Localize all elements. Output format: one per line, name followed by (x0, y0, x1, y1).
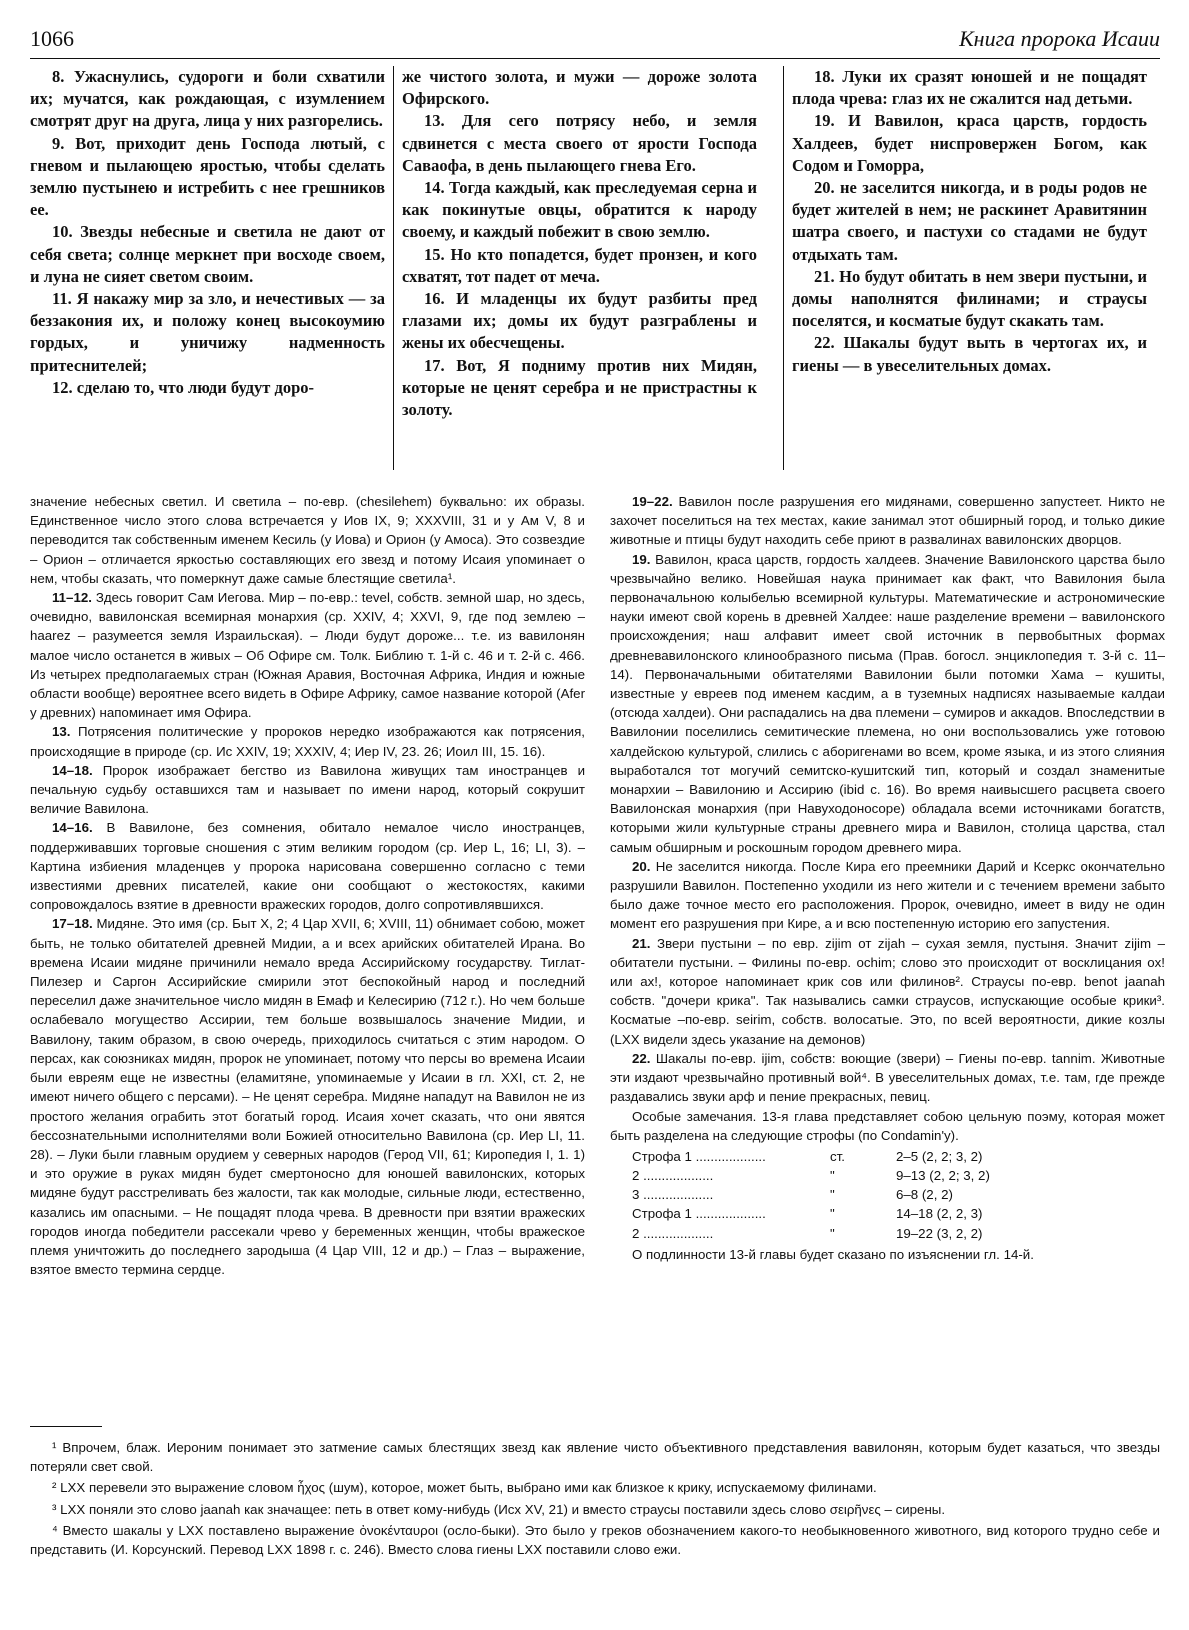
verse-11: 11. Я накажу мир за зло, и нечестивых — за беззакония их, и положу конец высокоумию гордых, и уничижу надменность притеснителей; (30, 289, 385, 375)
verse-14: 14. Тогда каждый, как преследуемая серна и как покинутые овцы, обратится к народу своему, и каждый побежит в свою землю. (402, 178, 757, 242)
commentary (30, 492, 1165, 1417)
page (30, 14, 1165, 1614)
verse-19: 19. И Вавилон, краса царств, гордость Халдеев, будет ниспровержен Богом, как Содом и Гоморра, (792, 111, 1147, 175)
verse-16: 16. И младенцы их будут разбиты пред глазами их; домы их будут разграблены и жены их обесчещены. (402, 289, 757, 353)
commentary-text: Здесь говорит Сам Иегова. Мир – по-евр.: tevel, собств. земной шар, но здесь, очевидно, вавилонская всемирная монархия (ср. XXIV, 4; XXVI, 9, где под землею – haarez – разумеется земля Израильская). – Люди будут дороже... т.е. из вавилонян малое число останется в живых – Об Офире см. Толк. Библию т. 1-й с. 46 и т. 2-й с. 466. Из четырех предполагаемых стран (Южная Аравия, Восточная Африка, Индия и южные области вообще) вероятнее всего видеть в Офире Африку, самое название которой (Afer у древних) напоминает имя Офира. (30, 590, 585, 721)
commentary-paragraph (610, 934, 1165, 1049)
verse-22: 22. Шакалы будут выть в чертогах их, и гиены — в увеселительных домах. (792, 333, 1147, 375)
strophe-row (610, 1166, 1165, 1185)
commentary-text: Звери пустыни – по евр. zijim от zijah – сухая земля, пустыня. Значит zijim – обитатели пустыни. – Филины по-евр. ochim; слово это происходит от восклицания ox! или ax!, которое напоминает крик сов или филинов². Страусы по-евр. benot jaanah собств. "дочери крика". Так назывались самки страусов, испускающие особые крики³. Косматые –по-евр. seirim, собств. волосатые. Это, по всей вероятности, дикие козлы (LXX видели здесь указание на демонов) (610, 935, 1165, 1047)
verse-9: 9. Вот, приходит день Господа лютый, с гневом и пылающею яростью, чтобы сделать землю пустынею и истребить с нее грешников ее. (30, 133, 385, 220)
commentary-paragraph (30, 761, 585, 819)
commentary-paragraph (610, 492, 1165, 550)
verse-reference: 11–12. (52, 590, 92, 606)
footnote-2: ² LXX перевели это выражение словом ἦχος (шум), которое, может быть, выбрано ими как близкое к крику, испускаемому филинами. (52, 1480, 877, 1496)
commentary-paragraph (30, 818, 585, 914)
verse-reference: 13. (52, 724, 71, 740)
strophe-mark: " (830, 1225, 835, 1241)
verse-15: 15. Но кто попадется, будет пронзен, и кого схватят, тот падет от меча. (402, 244, 757, 286)
commentary-paragraph (610, 550, 1165, 857)
strophe-mark: ст. (830, 1148, 845, 1164)
commentary-text: Особые замечания. 13-я глава представляет собою цельную поэму, которая может быть разделена на следующие строфы (по Condamin'y). (610, 1108, 1165, 1143)
commentary-text: Вавилон после разрушения его мидянами, совершенно запустеет. Никто не захочет поселиться на тех местах, какие занимал этот обширный город, и только дикие животные и птицы будут находить себе приют в развалинах вавилонских дворцов. (610, 494, 1165, 548)
verse-reference: 22. (632, 1050, 651, 1066)
commentary-text: Пророк изображает бегство из Вавилона живущих там иностранцев и печальную судьбу оставшихся там и называет по имени народ, который сокрушит величие Вавилона. (30, 762, 585, 817)
strophe-verses: 6–8 (2, 2) (896, 1187, 953, 1203)
footnote-4: ⁴ Вместо шакалы у LXX поставлено выражение ὀνοκένταυροι (осло-быки). Это было у греков обозначением какого-то необыкновенного животного, вид которого трудно себе и представить (И. Корсунский. Перевод LXX 1898 г. с. 246). Вместо слова гиены LXX поставили слово ежи. (30, 1522, 1160, 1558)
commentary-text: Потрясения политические у пророков нередко изображаются как потрясения, происходящие в природе (ср. Ис XXIV, 19; XXXIV, 4; Иер IV, 23. 26; Иоил III, 15. 16). (30, 724, 585, 759)
verse-8: 8. Ужаснулись, судороги и боли схватили их; мучатся, как рождающая, с изумлением смотрят друг на друга, лица у них разгорелись. (30, 67, 385, 131)
commentary-text: Не заселится никогда. После Кира его преемники Дарий и Ксеркс окончательно разрушили Вавилон. Постепенно уходили из него жители и с течением времени забыто было даже точное место его расположения. Пророк, очевидно, имеет в виду не один момент его разрушения при Кире, а и всю постепенную историю его запустения. (610, 858, 1165, 932)
verse-reference: 21. (632, 935, 651, 951)
commentary-paragraph (30, 588, 585, 722)
scripture-text (30, 66, 1160, 470)
page-number: 1066 (30, 26, 74, 51)
scripture-column-3 (792, 66, 1147, 470)
column-divider (393, 66, 394, 470)
commentary-closing: О подлинности 13-й главы будет сказано по изъяснении гл. 14-й. (632, 1246, 1034, 1262)
strophe-mark: " (830, 1206, 835, 1222)
verse-12: 12. сделаю то, что люди будут доро- (52, 377, 315, 397)
commentary-text: В Вавилоне, без сомнения, обитало немалое число иностранцев, поддерживавших торговые сношения с этим великим городом (ср. Иер L, 16; LI, 3). – Картина избиения младенцев у пророка нарисована совершенно согласно с теми известиями древних писателей, какие они сообщают о жестокостях, какими сопровождалось взятие в древности вражеских городов, долго сопротивлявшихся. (30, 820, 585, 913)
book-title: Книга пророка Исаии (959, 26, 1160, 51)
strophe-mark: " (830, 1168, 835, 1184)
footnote-divider (30, 1426, 102, 1427)
strophe-verses: 14–18 (2, 2, 3) (896, 1206, 983, 1222)
verse-18: 18. Луки их сразят юношей и не пощадят плода чрева: глаз их не сжалится над детьми. (792, 67, 1147, 109)
commentary-paragraph (30, 914, 585, 1279)
commentary-column-right (610, 492, 1165, 1417)
strophe-verses: 2–5 (2, 2; 3, 2) (896, 1148, 983, 1164)
strophe-label: 2 ................... (632, 1225, 714, 1241)
strophe-row (610, 1185, 1165, 1204)
strophe-label: Строфа 1 ................... (632, 1148, 766, 1164)
column-divider (783, 66, 784, 470)
commentary-paragraph (610, 857, 1165, 934)
verse-21: 21. Но будут обитать в нем звери пустыни, и домы наполнятся филинами; и страусы поселятся, и косматые будут скакать там. (792, 266, 1147, 331)
commentary-text: Вавилон, краса царств, гордость халдеев. Значение Вавилонского царства было чрезвычайно велико. Новейшая наука принимает как факт, что Вавилония была первоначальною колыбелью всемирной культуры. Математические и астрономические науки имеют свой корень в древней Халдее: наше разделение времени – вавилонского происхождения; наш алфавит имеет свой источник в первобытных формах древневавилонского клинообразного письма (Прав. богосл. энциклопедия т. 3-й с. 11–14). Первоначальными обитателями Вавилонии были потомки Хама – кушиты, известные у евреев под именем касдим, а в туземных надписях называемые калдаи (отсюда халдеи). Они распадались на два племени – сумиров и аккадов. Впоследствии в Вавилонии поселились семитические племена, но они воспользовались уже готовою халдейскою культурой, слились с аборигенами во всем, кроме языка, и из этого слияния выработался тот могучий семитско-кушитский тип, который и создал знаменитые монархии – Вавилонию и Ассирию (ibid с. 16). Во время наивысшего расцвета своего Вавилонская монархия (при Навуходоносоре) обладала всеми источниками богатств, которыми жили культурные страны древнего мира и Вавилон, столица царства, стал самым обширным и роскошным городом древнего мира. (610, 551, 1165, 855)
commentary-paragraph (610, 1107, 1165, 1145)
strophe-row (610, 1147, 1165, 1166)
scripture-column-1 (30, 66, 385, 470)
verse-12-continued: же чистого золота, и мужи — дороже золота Офирского. (402, 67, 757, 109)
commentary-text: Мидяне. Это имя (ср. Быт X, 2; 4 Цар XVII, 6; XVIII, 11) обнимает собою, может быть, не только обитателей древней Мидии, а и всех арийских обитателей Ирана. Во времена Исаии мидяне причинили немало вреда Ассирийскому государству. Тиглат-Пилезер и Саргон Ассирийские смирили этот беспокойный народ и последний переселил даже значительное число мидян в Емаф и Келесирию (712 г.). Но чем больше ослабевало могущество Ассирии, тем больше возвышалось значение Мидии, и Вавилону, таким образом, в свою очередь, приходилось считаться с этим народом. О персах, как союзниках мидян, пророк не упоминает, потому что персы во времена Исаии были евреям еще не известны (еламитяне, упоминаемые у Исаии в гл. XXI, ст. 2, не имеют ничего общего с персами). – Не ценят серебра. Мидяне нападут на Вавилон не из простого желания ограбить этот богатый город. Исаия хочет сказать, что они явятся бессознательными исполнителями воли Божией относительно Вавилона (ср. Иер LI, 11. 28). – Луки были главным орудием у северных народов (Герод VII, 61; Киропедия I, 1. 1) и это оружие в руках мидян будет смертоносно для юношей вавилонских, которых мидяне будут расстреливать без жалости, так как молодые, сильные люди, естественно, казались им опасными. – Не пощадят плода чрева. В древности при взятии вражеских городов иногда победители рассекали чрево у беременных женщин, чтобы вражеское племя уничтожить до последнего зародыша (4 Цар VIII, 12 и др.) – Глаз – выражение, взятое вместо термина сердце. (30, 916, 585, 1278)
strophe-verses: 9–13 (2, 2; 3, 2) (896, 1168, 990, 1184)
verse-reference: 14–18. (52, 762, 93, 778)
commentary-text: Шакалы по-евр. ijim, собств: воющие (звери) – Гиены по-евр. tannim. Животные эти издают чрезвычайно противный вой⁴. В увеселительных домах, т.е. там, где прежде раздавались звуки арф и пение прекрасных, певиц. (610, 1050, 1165, 1105)
verse-10: 10. Звезды небесные и светила не дают от себя света; солнце меркнет при восходе своем, и луна не сияет светом своим. (30, 222, 385, 286)
verse-17: 17. Вот, Я подниму против них Мидян, которые не ценят серебра и не пристрастны к золоту. (402, 355, 757, 420)
strophe-row (610, 1204, 1165, 1223)
verse-reference: 19–22. (632, 494, 673, 509)
verse-13: 13. Для сего потрясу небо, и земля сдвинется с места своего от ярости Господа Саваофа, в день пылающего гнева Его. (402, 111, 757, 175)
running-header (30, 22, 1160, 59)
strophe-label: 2 ................... (632, 1168, 714, 1184)
verse-reference: 14–16. (52, 820, 93, 836)
commentary-paragraph (610, 1049, 1165, 1107)
strophe-mark: " (830, 1187, 835, 1203)
strophe-verses: 19–22 (3, 2, 2) (896, 1225, 983, 1241)
verse-20: 20. не заселится никогда, и в роды родов не будет жителей в нем; не раскинет Аравитянин шатра своего, и пастухи со стадами не будут отдыхать там. (792, 178, 1147, 264)
commentary-column-left (30, 492, 585, 1417)
scripture-column-2 (402, 66, 757, 470)
footnote-3: ³ LXX поняли это слово jaanah как значащее: петь в ответ кому-нибудь (Исх XV, 21) и вместо страусы поставили здесь слово σειρῆνες – сирены. (52, 1501, 946, 1517)
strophe-table (610, 1147, 1165, 1243)
footnote-1: ¹ Впрочем, блаж. Иероним понимает это затмение самых блестящих звезд как явление чисто объективного представления вавилонян, которым будет казаться, что звезды потеряли свет свой. (30, 1440, 1160, 1475)
verse-reference: 17–18. (52, 916, 93, 932)
footnotes (30, 1438, 1160, 1614)
verse-reference: 20. (632, 858, 651, 874)
strophe-label: 3 ................... (632, 1187, 714, 1203)
strophe-row (610, 1224, 1165, 1243)
commentary-paragraph: значение небесных светил. И светила – по-евр. (chesilehem) буквально: их образы. Единственное число этого слова встречается у Иов IX, 9; XXXVIII, 31 и у Ам V, 8 и переводится так собственным именем Кесиль (у Иова) и Орион (у Амоса). Это созвездие – Орион – отличается яркостью составляющих его звезд и потому Исаия упоминает о нем, чтобы сказать, что померкнут даже самые блестящие светила¹. (30, 494, 585, 586)
verse-reference: 19. (632, 551, 651, 567)
commentary-paragraph (30, 722, 585, 760)
strophe-label: Строфа 1 ................... (632, 1206, 766, 1222)
